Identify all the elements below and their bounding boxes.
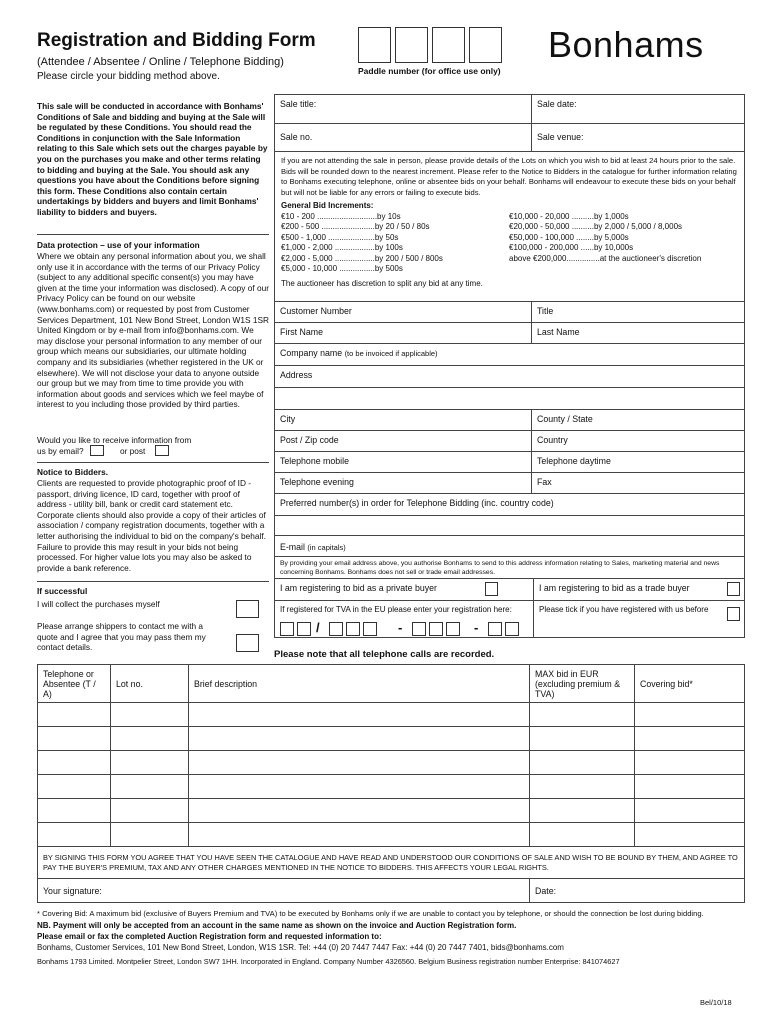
tva-box[interactable] xyxy=(346,622,360,636)
post-zip-label: Post / Zip code xyxy=(280,435,339,445)
company-name-field[interactable] xyxy=(275,344,744,365)
collect-label: I will collect the purchases myself xyxy=(37,599,160,609)
tel-daytime-field[interactable] xyxy=(531,452,744,472)
tel-mobile-label: Telephone mobile xyxy=(280,456,349,466)
title-field[interactable] xyxy=(531,302,744,322)
country-field[interactable] xyxy=(531,431,744,451)
address-line-2-field[interactable] xyxy=(275,388,744,409)
sale-no-label: Sale no. xyxy=(280,132,313,142)
sale-date-label: Sale date: xyxy=(537,99,577,109)
paddle-digit-box-1[interactable] xyxy=(358,27,391,63)
divider xyxy=(37,462,269,463)
receive-info-question: Would you like to receive information from xyxy=(37,435,192,445)
increment-row: €10 - 200 ...........................by 10s xyxy=(281,211,401,221)
data-protection-heading: Data protection – use of your information xyxy=(37,240,200,250)
title-label: Title xyxy=(537,306,554,316)
if-successful-heading: If successful xyxy=(37,586,88,596)
sale-title-label: Sale title: xyxy=(280,99,317,109)
increments-right xyxy=(509,212,701,276)
customer-number-label: Customer Number xyxy=(280,306,352,316)
shippers-checkbox[interactable] xyxy=(236,634,259,652)
company-info: Bonhams 1793 Limited. Montpelier Street, London SW7 1HH. Incorporated in England. Company Number 4326560. Belgium Business registration number Enterprise: 841074627 xyxy=(37,957,620,966)
last-name-label: Last Name xyxy=(537,327,580,337)
email-note: (in capitals) xyxy=(307,543,346,552)
data-protection-text: Where we obtain any personal information about you, we shall only use it in accordance with the terms of our Privacy Policy (subject to any additional specific consent(s) you may have given at the time your information was disclosed). A copy of our Privacy Policy can be found on our website (www.bonhams.com) or requested by post from Customer Services Department, 101 New Bond Street, London W1S 1SR United Kingdom or by e-mail from info@bonhams.com. We may disclose your personal information to any member of our group which means our subsidiaries, our ultimate holding company and its subsidiaries (whether registered in the UK or elsewhere). We will not disclose your data to anyone outside our group but we may from time to time provide you with information about goods and services which we feel maybe of interest to you including those provided by third parties. xyxy=(37,251,269,410)
city-label: City xyxy=(280,414,296,424)
increments-left xyxy=(281,212,509,276)
city-field[interactable] xyxy=(275,410,531,430)
bids-table xyxy=(37,664,745,903)
bids-header-row xyxy=(38,665,745,703)
tva-box[interactable] xyxy=(280,622,294,636)
col-description: Brief description xyxy=(189,665,530,703)
signature-row xyxy=(38,879,745,903)
date-label: Date: xyxy=(535,885,557,896)
increment-row: €100,000 - 200,000 ......by 10,000s xyxy=(509,243,634,253)
preferred-number-field[interactable] xyxy=(275,494,744,515)
paddle-digit-box-2[interactable] xyxy=(395,27,428,63)
table-row[interactable] xyxy=(38,799,745,823)
col-lot-no: Lot no. xyxy=(111,665,189,703)
increments-heading: General Bid Increments: xyxy=(281,201,374,210)
tva-registered-label: Please tick if you have registered with us before xyxy=(539,605,709,614)
instruction-text: Please circle your bidding method above. xyxy=(37,71,220,82)
signature-field[interactable] xyxy=(38,879,530,903)
preferred-number-label: Preferred number(s) in order for Telephone Bidding (inc. country code) xyxy=(280,498,554,508)
paddle-label: Paddle number (for office use only) xyxy=(358,66,501,76)
fax-field[interactable] xyxy=(531,473,744,493)
company-name-label: Company name xyxy=(280,348,343,358)
increment-row: €20,000 - 50,000 ..........by 2,000 / 5,000 / 8,000s xyxy=(509,222,683,232)
info-text: If you are not attending the sale in person, please provide details of the Lots on which you wish to bid at least 24 hours prior to the sale. Bids will be rounded down to the nearest increment. Please refer to the Notice to Bidders in the catalogue for further information relating to Bonhams executing telephone, online or absentee bids on your behalf. Bonhams will endeavour to execute these bids on your behalf but will not be liable for any errors or failing to execute bids. xyxy=(281,156,737,197)
notice-text: Clients are requested to provide photographic proof of ID - passport, driving licence, ID card, together with proof of address - utility bill, bank or credit card statement etc. Corporate clients should also provide a copy of their articles of association / company registration documents, together with a letter authorising the individual to bid on the company's behalf. Failure to provide this may result in your bids not being processed. For higher value lots you may also be asked to provide a bank reference. xyxy=(37,478,266,573)
date-field[interactable] xyxy=(530,879,745,903)
table-row[interactable] xyxy=(38,751,745,775)
registration-form xyxy=(274,94,745,638)
trade-buyer-label: I am registering to bid as a trade buyer xyxy=(539,583,690,593)
tva-box[interactable] xyxy=(363,622,377,636)
tva-box[interactable] xyxy=(446,622,460,636)
increment-row: €2,000 - 5,000 ..................by 200 / 500 / 800s xyxy=(281,253,443,263)
agreement-text: BY SIGNING THIS FORM YOU AGREE THAT YOU HAVE SEEN THE CATALOGUE AND HAVE READ AND UNDERSTOOD OUR CONDITIONS OF SALE AND WISH TO BE BOUND BY THEM, AND AGREE TO PAY THE BUYER'S PREMIUM, TAX AND ANY OTHER CHARGES MENTIONED IN THE NOTICE TO BIDDERS. THIS AFFECTS YOUR LEGAL RIGHTS. xyxy=(38,847,745,879)
discretion-text: The auctioneer has discretion to split any bid at any time. xyxy=(281,279,483,289)
preferred-number-line-2[interactable] xyxy=(275,516,744,535)
email-consent: By providing your email address above, you authorise Bonhams to send to this address information relating to Sales, marketing material and news concerning Bonhams. Bonhams does not sell or trade email addresses. xyxy=(280,560,720,576)
payment-note: NB. Payment will only be accepted from an account in the same name as shown on the invoice and Auction Registration form. xyxy=(37,921,517,930)
paddle-digit-box-4[interactable] xyxy=(469,27,502,63)
private-buyer-label: I am registering to bid as a private buyer xyxy=(280,583,437,593)
sale-venue-field[interactable] xyxy=(531,124,744,151)
fax-label: Fax xyxy=(537,477,552,487)
conditions-text: This sale will be conducted in accordance with Bonhams' Conditions of Sale and bidding and buying at the Sale will be regulated by these Conditions. You should read the Conditions in conjunction with the Sale Information relating to this Sale which sets out the charges payable by you on the purchases you make and other terms relating to bidding and buying at the Sale. You should ask any questions you have about the Conditions before signing this form. These Conditions also contain certain undertakings by bidders and buyers and limit Bonhams' liability to bidders and buyers. xyxy=(37,101,268,217)
customer-number-field[interactable] xyxy=(275,302,531,322)
sale-venue-label: Sale venue: xyxy=(537,132,584,142)
tva-box[interactable] xyxy=(429,622,443,636)
sale-date-field[interactable] xyxy=(531,95,744,123)
bidding-info xyxy=(275,152,744,294)
trade-buyer-option xyxy=(533,579,744,600)
telephone-recorded-note: Please note that all telephone calls are recorded. xyxy=(274,649,495,660)
county-label: County / State xyxy=(537,414,593,424)
tel-evening-field[interactable] xyxy=(275,473,531,493)
table-row[interactable] xyxy=(38,703,745,727)
last-name-field[interactable] xyxy=(531,323,744,343)
table-row[interactable] xyxy=(38,823,745,847)
private-buyer-checkbox[interactable] xyxy=(485,582,498,596)
trade-buyer-checkbox[interactable] xyxy=(727,582,740,596)
collect-checkbox[interactable] xyxy=(236,600,259,618)
first-name-field[interactable] xyxy=(275,323,531,343)
country-label: Country xyxy=(537,435,568,445)
contact-address: Bonhams, Customer Services, 101 New Bond Street, London, W1S 1SR. Tel: +44 (0) 20 7447 7447 Fax: +44 (0) 20 7447 7401, bids@bonhams.com xyxy=(37,943,564,952)
paddle-digit-box-3[interactable] xyxy=(432,27,465,63)
by-email-label: us by email? xyxy=(37,446,84,456)
increment-row: €10,000 - 20,000 ..........by 1,000s xyxy=(509,211,629,221)
divider xyxy=(37,234,269,235)
address-label: Address xyxy=(280,370,313,380)
tva-box[interactable] xyxy=(412,622,426,636)
col-max-bid: MAX bid in EUR (excluding premium & TVA) xyxy=(530,665,635,703)
post-zip-field[interactable] xyxy=(275,431,531,451)
shippers-label: Please arrange shippers to contact me with a quote and I agree that you may pass them my contact details. xyxy=(37,621,206,653)
signature-label: Your signature: xyxy=(43,885,102,896)
tel-evening-label: Telephone evening xyxy=(280,477,354,487)
address-field[interactable] xyxy=(275,366,744,387)
post-checkbox[interactable] xyxy=(155,445,169,456)
increment-row: €50,000 - 100,000 ........by 5,000s xyxy=(509,232,629,242)
col-tel-absentee: Telephone or Absentee (T / A) xyxy=(38,665,111,703)
table-row[interactable] xyxy=(38,727,745,751)
increment-row: €5,000 - 10,000 ................by 500s xyxy=(281,264,403,274)
tva-registered-checkbox[interactable] xyxy=(727,607,740,621)
page-title: Registration and Bidding Form xyxy=(37,30,316,51)
tva-box[interactable] xyxy=(505,622,519,636)
company-note: (to be invoiced if applicable) xyxy=(344,349,438,358)
tva-box[interactable] xyxy=(297,622,311,636)
email-checkbox[interactable] xyxy=(90,445,104,456)
increment-row: €500 - 1,000 .....................by 50s xyxy=(281,232,399,242)
form-code: Bel/10/18 xyxy=(700,998,732,1007)
covering-bid-note: * Covering Bid: A maximum bid (exclusive of Buyers Premium and TVA) to be executed by Bonhams only if we are unable to contact you by telephone, or should the connection be lost during bidding. xyxy=(37,909,704,918)
tva-box[interactable] xyxy=(329,622,343,636)
bonhams-logo: Bonhams xyxy=(548,24,704,65)
or-post-label: or post xyxy=(120,446,146,456)
tel-mobile-field[interactable] xyxy=(275,452,531,472)
increment-row: €200 - 500 ........................by 20 / 50 / 80s xyxy=(281,222,430,232)
return-instructions: Please email or fax the completed Auction Registration form and requested information to: xyxy=(37,932,382,941)
email-field[interactable] xyxy=(275,536,744,556)
notice-heading: Notice to Bidders. xyxy=(37,467,108,477)
page-subtitle: (Attendee / Absentee / Online / Telephone Bidding) xyxy=(37,56,284,68)
increment-row: €1,000 - 2,000 ..................by 100s xyxy=(281,243,403,253)
table-row[interactable] xyxy=(38,775,745,799)
tva-label: If registered for TVA in the EU please enter your registration here: xyxy=(280,605,512,614)
sale-title-field[interactable] xyxy=(275,95,531,123)
col-covering-bid: Covering bid* xyxy=(635,665,745,703)
tva-registered-option xyxy=(533,601,744,637)
agreement-row xyxy=(38,847,745,879)
first-name-label: First Name xyxy=(280,327,324,337)
email-label: E-mail xyxy=(280,542,305,552)
divider xyxy=(37,581,269,582)
sale-no-field[interactable] xyxy=(275,124,531,151)
increment-row: above €200,000...............at the auctioneer's discretion xyxy=(509,253,702,263)
tel-daytime-label: Telephone daytime xyxy=(537,456,611,466)
county-field[interactable] xyxy=(531,410,744,430)
tva-box[interactable] xyxy=(488,622,502,636)
